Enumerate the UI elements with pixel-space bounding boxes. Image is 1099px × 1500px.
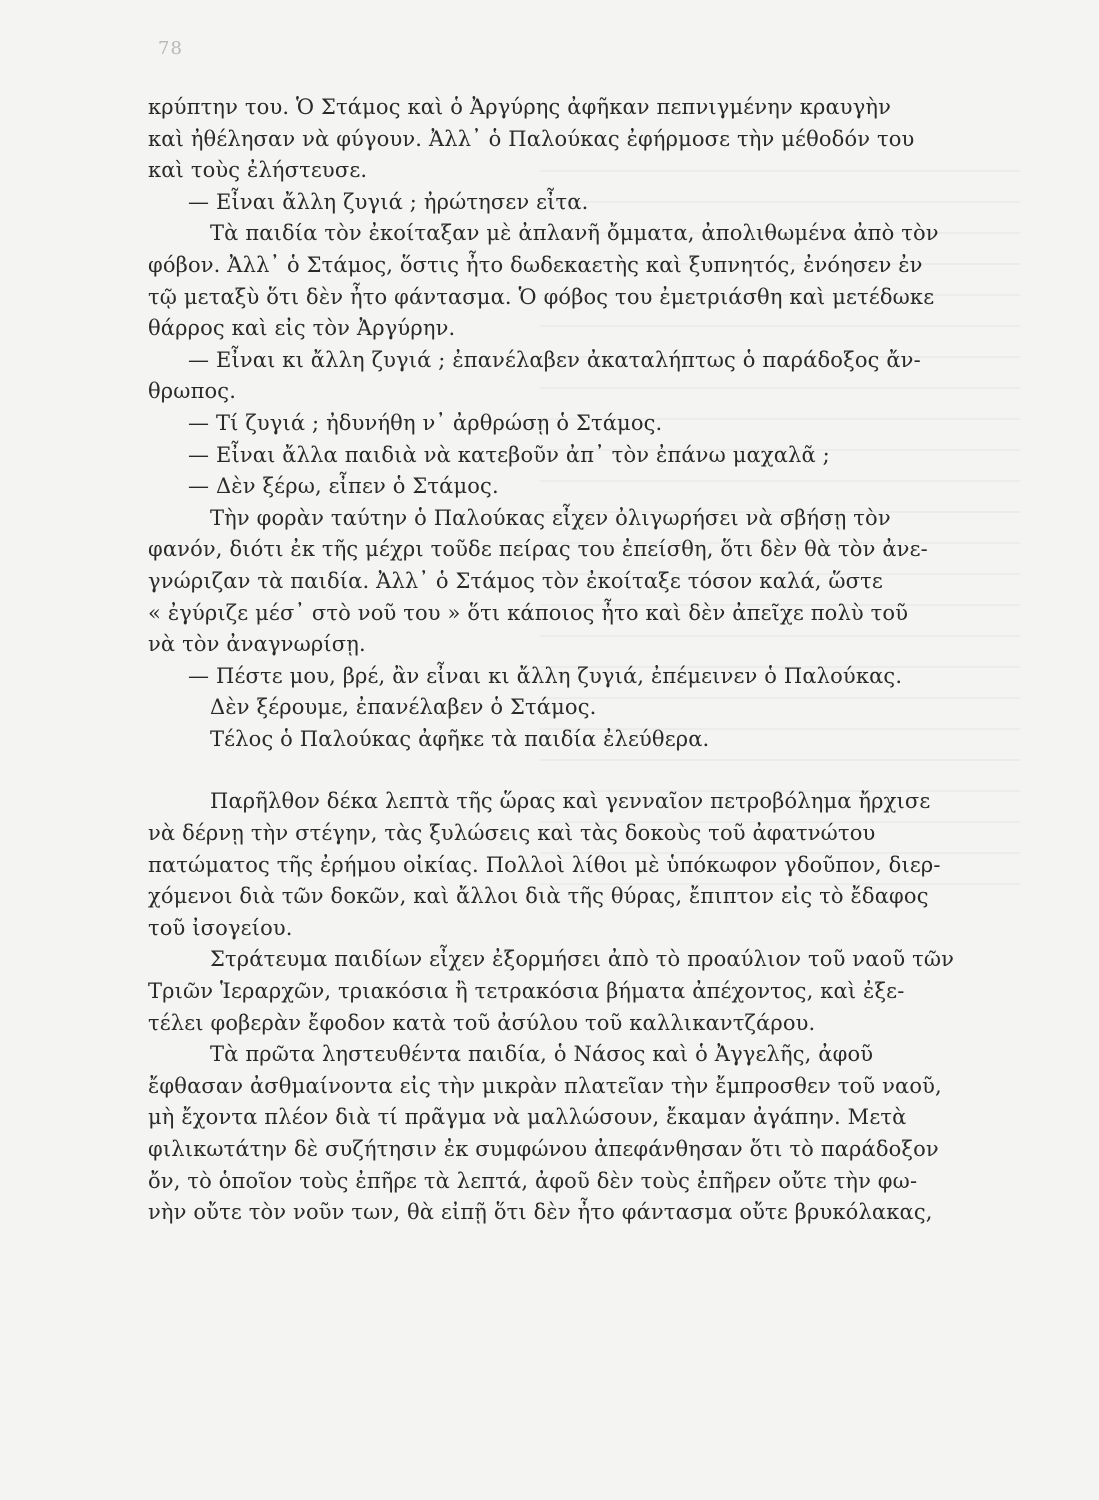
text-line: πατώματος τῆς ἐρήμου οἰκίας. Πολλοὶ λίθοι μὲ ὑπόκωφον γδοῦπον, διερ- [148, 852, 941, 877]
text-line: θάρρος καὶ εἰς τὸν Ἀργύρην. [148, 316, 456, 341]
text-line: γνώριζαν τὰ παιδία. Ἀλλ᾽ ὁ Στάμος τὸν ἐκοίταξε τόσον καλά, ὥστε [148, 568, 883, 593]
text-line: τοῦ ἰσογείου. [148, 915, 293, 940]
text-line: φιλικωτάτην δὲ συζήτησιν ἐκ συμφώνου ἀπεφάνθησαν ὅτι τὸ παράδοξον [148, 1137, 939, 1161]
text-line: Τέλος ὁ Παλούκας ἀφῆκε τὰ παιδία ἐλεύθερα. [210, 726, 710, 751]
text-line: ἔφθασαν ἀσθμαίνοντα εἰς τὴν μικρὰν πλατεῖαν τὴν ἔμπροσθεν τοῦ ναοῦ, [148, 1073, 942, 1098]
text-line: φόβον. Ἀλλ᾽ ὁ Στάμος, ὅστις ἦτο δωδεκαετὴς καὶ ξυπνητός, ἐνόησεν ἐν [148, 252, 923, 277]
text-line: νὰ τὸν ἀναγνωρίσῃ. [148, 632, 366, 657]
text-line: μὴ ἔχοντα πλέον διὰ τί πρᾶγμα νὰ μαλλώσουν, ἔκαμαν ἀγάπην. Μετὰ [148, 1105, 907, 1130]
text-line: χόμενοι διὰ τῶν δοκῶν, καὶ ἄλλοι διὰ τῆς θύρας, ἔπιπτον εἰς τὸ ἔδαφος [148, 884, 929, 909]
text-line: « ἐγύριζε μέσ᾽ στὸ νοῦ του » ὅτι κάποιος ἦτο καὶ δὲν ἀπεῖχε πολὺ τοῦ [148, 600, 909, 625]
text-line: — Εἶναι ἄλλη ζυγιά ; ἠρώτησεν εἶτα. [188, 189, 589, 214]
text-line: Τὰ πρῶτα ληστευθέντα παιδία, ὁ Νάσος καὶ ὁ Ἀγγελῆς, ἀφοῦ [210, 1042, 874, 1067]
text-line: — Πέστε μου, βρέ, ἂν εἶναι κι ἄλλη ζυγιά, ἐπέμεινεν ὁ Παλούκας. [188, 663, 903, 688]
text-line: — Τί ζυγιά ; ἠδυνήθη ν᾽ ἀρθρώσῃ ὁ Στάμος. [188, 410, 663, 435]
text-line: θρωπος. [148, 379, 237, 404]
text-line: τῷ μεταξὺ ὅτι δὲν ἦτο φάντασμα. Ὁ φόβος του ἐμετριάσθη καὶ μετέδωκε [148, 284, 935, 309]
text-line: Στράτευμα παιδίων εἶχεν ἐξορμήσει ἀπὸ τὸ προαύλιον τοῦ ναοῦ τῶν [210, 947, 955, 972]
text-line: — Εἶναι κι ἄλλη ζυγιά ; ἐπανέλαβεν ἀκαταλήπτως ὁ παράδοξος ἄν- [188, 347, 921, 372]
text-line: — Δὲν ξέρω, εἶπεν ὁ Στάμος. [188, 474, 499, 499]
text-line: φανόν, διότι ἐκ τῆς μέχρι τοῦδε πείρας του ἐπείσθη, ὅτι δὲν θὰ τὸν ἀνε- [148, 537, 928, 562]
body-text [148, 92, 1028, 1229]
text-line: Τὰ παιδία τὸν ἐκοίταξαν μὲ ἀπλανῆ ὄμματα, ἀπολιθωμένα ἀπὸ τὸν [210, 221, 939, 246]
text-line: νὰ δέρνῃ τὴν στέγην, τὰς ξυλώσεις καὶ τὰς δοκοὺς τοῦ ἀφατνώτου [148, 821, 876, 846]
text-line: ὄν, τὸ ὁποῖον τοὺς ἐπῆρε τὰ λεπτά, ἀφοῦ δὲν τοὺς ἐπῆρεν οὔτε τὴν φω- [148, 1168, 918, 1193]
text-line: — Εἶναι ἄλλα παιδιὰ νὰ κατεβοῦν ἀπ᾽ τὸν ἐπάνω μαχαλᾶ ; [188, 442, 830, 467]
text-line: κρύπτην του. Ὁ Στάμος καὶ ὁ Ἀργύρης ἀφῆκαν πεπνιγμένην κραυγὴν [148, 95, 892, 119]
text-line: νὴν οὔτε τὸν νοῦν των, θὰ εἰπῇ ὅτι δὲν ἦτο φάντασμα οὔτε βρυκόλακας, [148, 1200, 933, 1225]
text-line: Παρῆλθον δέκα λεπτὰ τῆς ὥρας καὶ γενναῖον πετροβόλημα ἤρχισε [210, 789, 931, 814]
text-line: Δὲν ξέρουμε, ἐπανέλαβεν ὁ Στάμος. [210, 695, 597, 720]
text-line: τέλει φοβερὰν ἔφοδον κατὰ τοῦ ἀσύλου τοῦ καλλικαντζάρου. [148, 1010, 816, 1035]
text-line: Τὴν φορὰν ταύτην ὁ Παλούκας εἶχεν ὀλιγωρήσει νὰ σβήσῃ τὸν [210, 505, 891, 530]
page-number: 78 [158, 38, 183, 59]
text-line: καὶ τοὺς ἐλήστευσε. [148, 158, 368, 183]
text-line: Τριῶν Ἱεραρχῶν, τριακόσια ἢ τετρακόσια βήματα ἀπέχοντος, καὶ ἐξε- [148, 979, 905, 1004]
text-line: καὶ ἠθέλησαν νὰ φύγουν. Ἀλλ᾽ ὁ Παλούκας ἐφήρμοσε τὴν μέθοδόν του [148, 126, 915, 151]
